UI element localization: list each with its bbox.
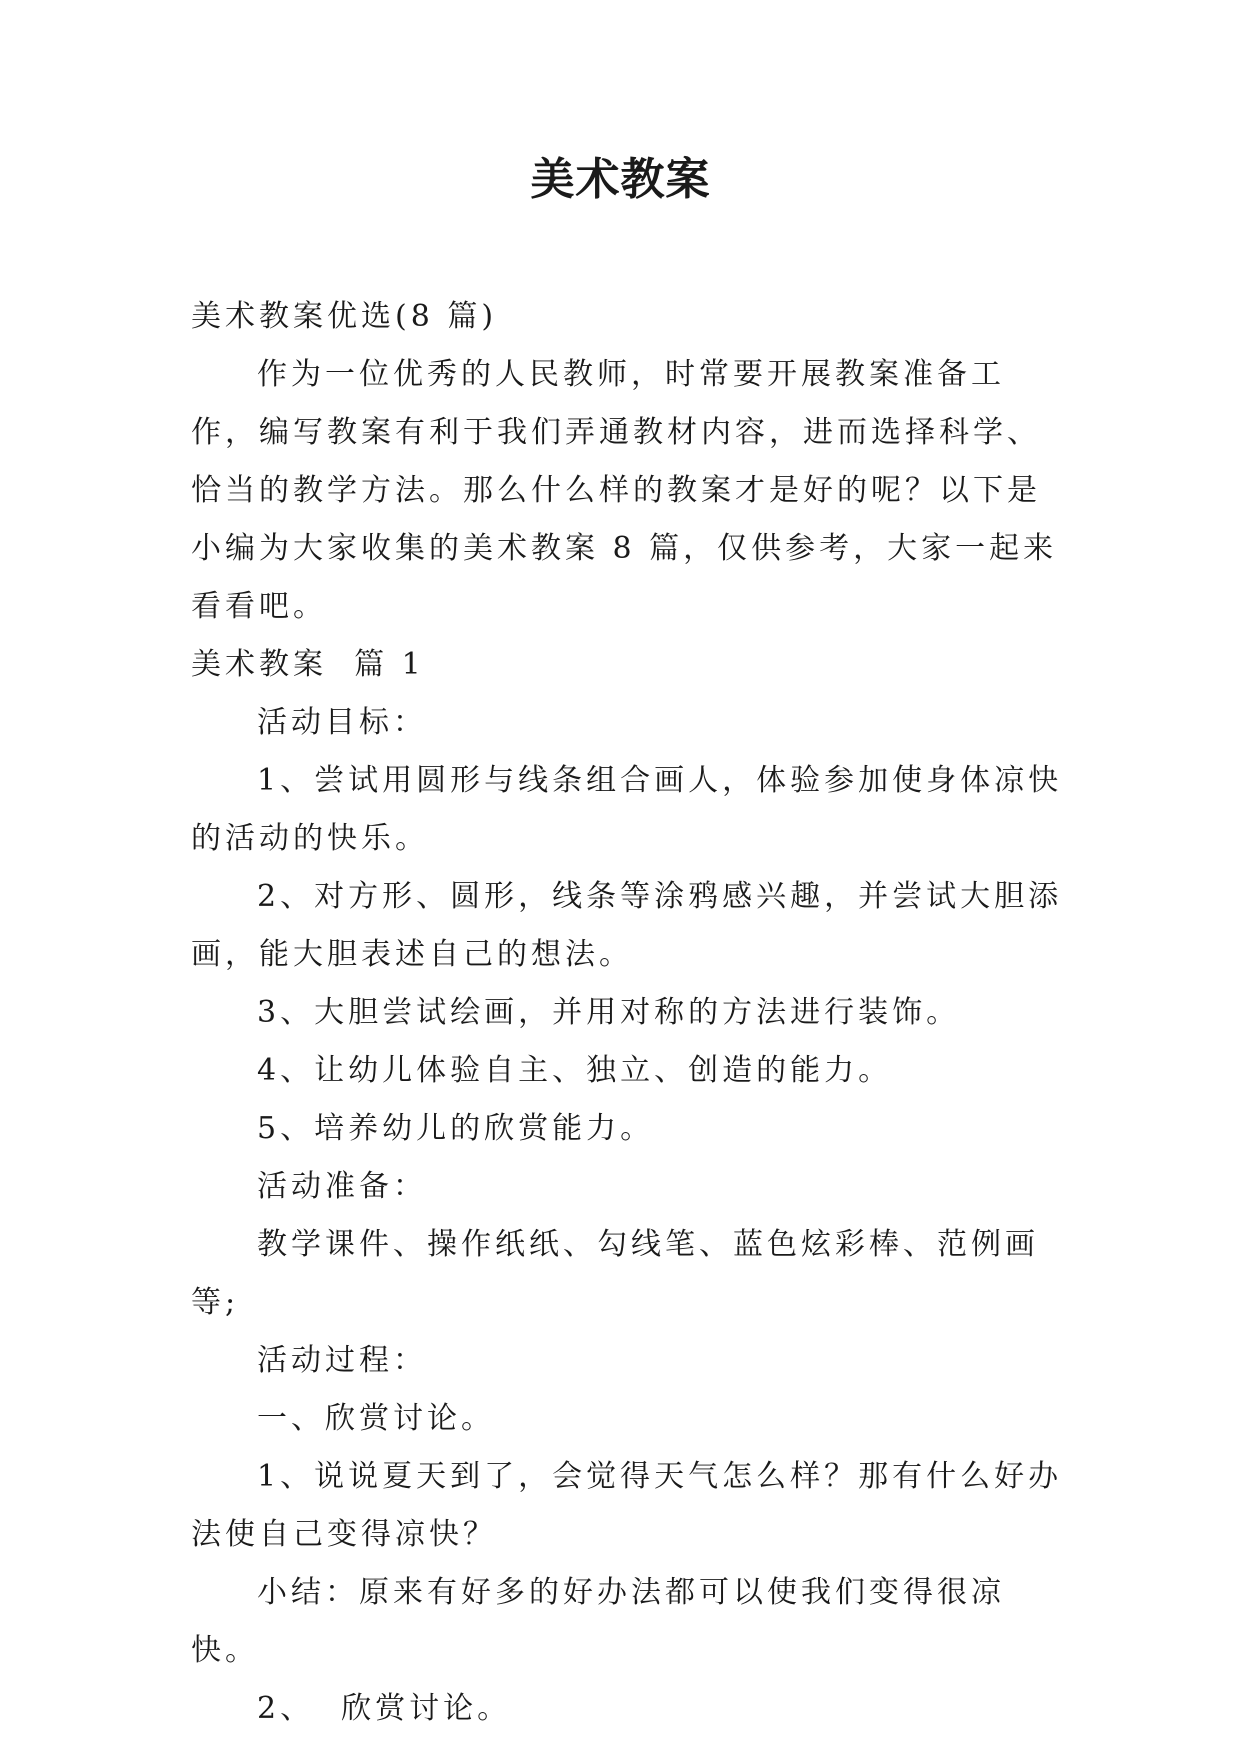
prep-text: 教学课件、操作纸纸、勾线笔、蓝色炫彩棒、范例画等; bbox=[191, 1227, 1039, 1320]
goal-item-1: 1、尝试用圆形与线条组合画人，体验参加使身体凉快的活动的快乐。 bbox=[191, 763, 1063, 856]
goal-item-4: 4、让幼儿体验自主、独立、创造的能力。 bbox=[257, 1053, 893, 1088]
goals-heading: 活动目标： bbox=[257, 705, 427, 740]
section-heading: 美术教案 篇 1 bbox=[191, 647, 425, 682]
intro-paragraph: 作为一位优秀的人民教师，时常要开展教案准备工作，编写教案有利于我们弄通教材内容，进而选择科学、恰当的教学方法。那么什么样的教案才是好的呢？以下是小编为大家收集的美术教案 8 篇，仅供参考，大家一起来看看吧。 bbox=[191, 357, 1058, 624]
process-heading: 活动过程： bbox=[257, 1343, 427, 1378]
step-item-2: 2、 欣赏讨论。 bbox=[257, 1691, 512, 1726]
document-body bbox=[191, 288, 1071, 1738]
summary-text: 小结：原来有好多的好办法都可以使我们变得很凉快。 bbox=[191, 1575, 1005, 1668]
goal-item-2: 2、对方形、圆形，线条等涂鸦感兴趣，并尝试大胆添画，能大胆表述自己的想法。 bbox=[191, 879, 1063, 972]
goal-item-5: 5、培养幼儿的欣赏能力。 bbox=[257, 1111, 655, 1146]
document-title: 美术教案 bbox=[530, 154, 711, 205]
document-subtitle: 美术教案优选(8 篇) bbox=[191, 299, 498, 334]
goal-item-3: 3、大胆尝试绘画，并用对称的方法进行装饰。 bbox=[257, 995, 961, 1030]
step-item-1: 1、说说夏天到了，会觉得天气怎么样？那有什么好办法使自己变得凉快？ bbox=[191, 1459, 1063, 1552]
prep-heading: 活动准备： bbox=[257, 1169, 427, 1204]
step-heading: 一、欣赏讨论。 bbox=[257, 1401, 495, 1436]
